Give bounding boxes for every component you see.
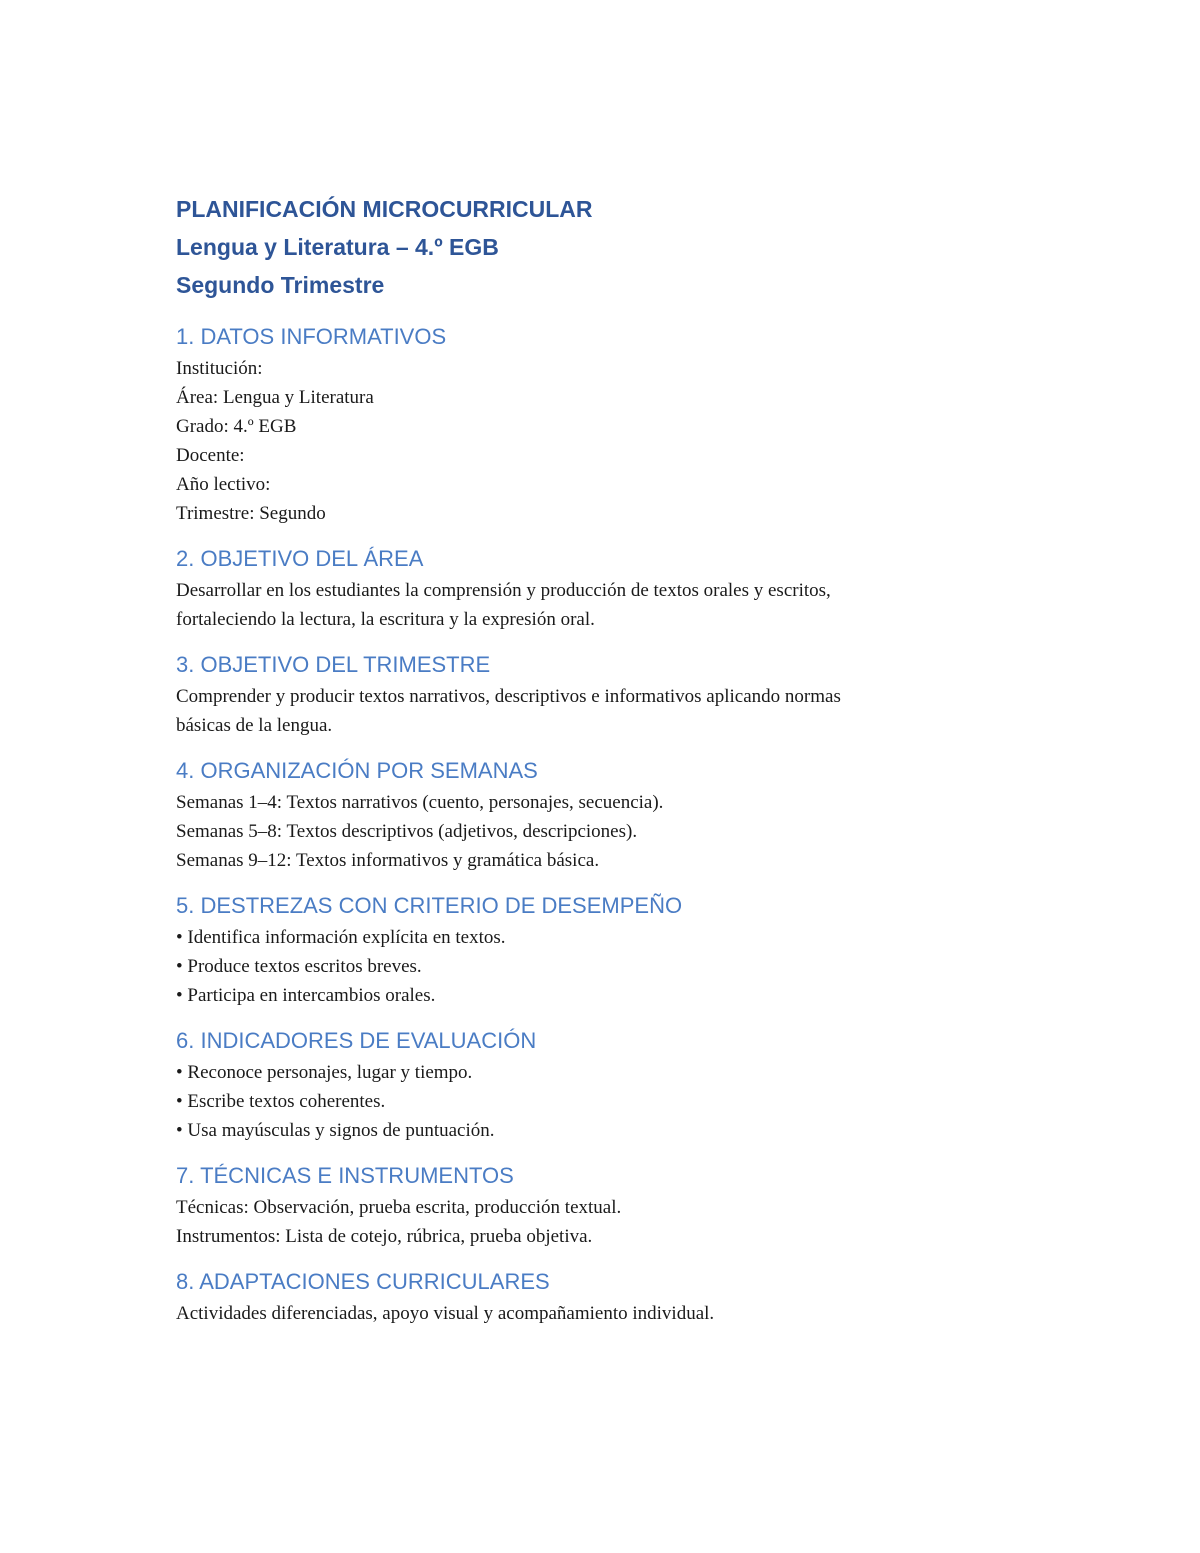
section-destrezas xyxy=(176,891,1036,1010)
list-item: • Escribe textos coherentes. xyxy=(176,1091,386,1112)
list-item: • Reconoce personajes, lugar y tiempo. xyxy=(176,1062,473,1083)
section-objetivo-area xyxy=(176,544,1036,634)
section-heading: 5. DESTREZAS CON CRITERIO DE DESEMPEÑO xyxy=(176,893,683,918)
section-heading: 2. OBJETIVO DEL ÁREA xyxy=(176,546,424,571)
section-objetivo-trimestre xyxy=(176,650,1036,740)
list-item: • Produce textos escritos breves. xyxy=(176,956,422,977)
section-adaptaciones xyxy=(176,1267,1036,1328)
section-organizacion-semanas xyxy=(176,756,1036,875)
paragraph-line: Instrumentos: Lista de cotejo, rúbrica, prueba objetiva. xyxy=(176,1226,593,1247)
list-item: • Participa en intercambios orales. xyxy=(176,985,436,1006)
document-term: Segundo Trimestre xyxy=(176,272,385,298)
paragraph-line: básicas de la lengua. xyxy=(176,715,333,736)
section-heading: 8. ADAPTACIONES CURRICULARES xyxy=(176,1269,550,1294)
section-tecnicas xyxy=(176,1161,1036,1251)
section-datos-informativos xyxy=(176,322,1036,528)
list-item: • Identifica información explícita en textos. xyxy=(176,927,506,948)
paragraph-line: Actividades diferenciadas, apoyo visual y acompañamiento individual. xyxy=(176,1303,715,1324)
info-line: Grado: 4.º EGB xyxy=(176,416,297,437)
section-heading: 1. DATOS INFORMATIVOS xyxy=(176,324,447,349)
section-heading: 4. ORGANIZACIÓN POR SEMANAS xyxy=(176,758,538,783)
section-heading: 7. TÉCNICAS E INSTRUMENTOS xyxy=(176,1163,514,1188)
document-subject: Lengua y Literatura – 4.º EGB xyxy=(176,234,499,260)
week-line: Semanas 5–8: Textos descriptivos (adjetivos, descripciones). xyxy=(176,821,638,842)
info-line: Institución: xyxy=(176,358,263,379)
paragraph-line: fortaleciendo la lectura, la escritura y la expresión oral. xyxy=(176,609,595,630)
info-line: Año lectivo: xyxy=(176,474,271,495)
info-line: Área: Lengua y Literatura xyxy=(176,387,374,408)
list-item: • Usa mayúsculas y signos de puntuación. xyxy=(176,1120,495,1141)
document-title: PLANIFICACIÓN MICROCURRICULAR xyxy=(176,196,593,222)
info-line: Docente: xyxy=(176,445,245,466)
week-line: Semanas 1–4: Textos narrativos (cuento, personajes, secuencia). xyxy=(176,792,664,813)
section-heading: 3. OBJETIVO DEL TRIMESTRE xyxy=(176,652,491,677)
info-line: Trimestre: Segundo xyxy=(176,503,326,524)
document-page xyxy=(176,190,1036,1328)
week-line: Semanas 9–12: Textos informativos y gramática básica. xyxy=(176,850,600,871)
section-heading: 6. INDICADORES DE EVALUACIÓN xyxy=(176,1028,537,1053)
section-indicadores xyxy=(176,1026,1036,1145)
paragraph-line: Técnicas: Observación, prueba escrita, producción textual. xyxy=(176,1197,622,1218)
paragraph-line: Desarrollar en los estudiantes la comprensión y producción de textos orales y escritos, xyxy=(176,580,831,601)
paragraph-line: Comprender y producir textos narrativos, descriptivos e informativos aplicando normas xyxy=(176,686,841,707)
